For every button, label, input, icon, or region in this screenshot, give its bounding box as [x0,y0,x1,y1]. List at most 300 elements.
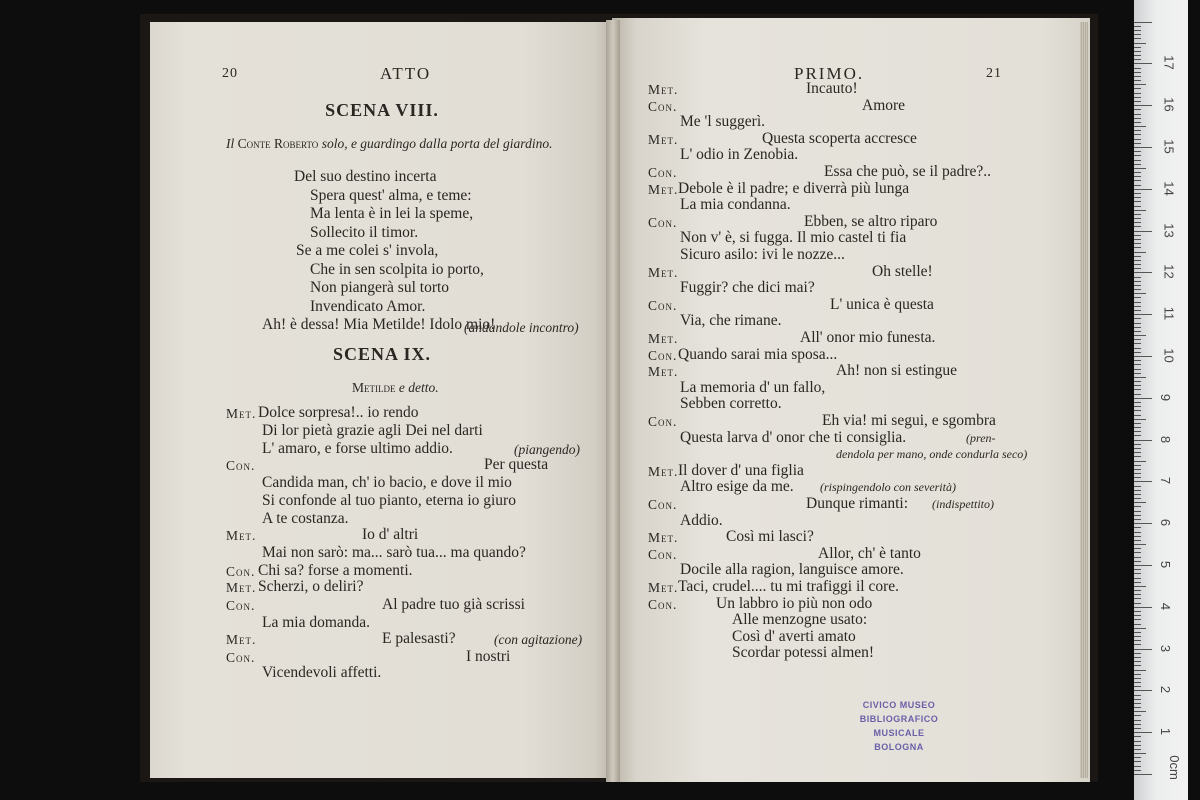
ruler-tick [1134,757,1141,758]
speaker-label: Met. [648,131,679,147]
ruler-tick [1134,448,1141,449]
ruler-tick [1134,720,1141,721]
ruler-tick [1134,369,1141,370]
ruler-tick [1134,264,1141,265]
dialogue-line: Per questa [484,456,549,473]
ruler-tick [1134,494,1141,495]
ruler-tick [1134,189,1152,190]
ruler-tick [1134,406,1141,407]
ruler-tick [1134,736,1141,737]
ruler-tick [1134,569,1141,570]
ruler-tick [1134,590,1141,591]
ruler-tick [1134,289,1141,290]
ruler-tick [1134,277,1141,278]
ruler-tick [1134,339,1141,340]
ruler-tick [1134,628,1146,629]
dialogue-line: L' amaro, e forse ultimo addio. [262,440,453,457]
ruler-tick [1134,678,1141,679]
ruler-tick [1134,297,1141,298]
ruler-tick [1134,665,1141,666]
ruler-tick [1134,256,1141,257]
dialogue-line: Altro esige da me. [680,478,794,496]
book-gutter [606,20,620,782]
ruler-tick [1134,122,1141,123]
ruler-tick [1134,695,1141,696]
ruler-tick [1134,423,1141,424]
ruler-tick [1134,653,1141,654]
speaker-label: Met. [648,82,679,97]
ruler-tick [1134,93,1141,94]
verse-line: Invendicato Amor. [310,297,426,315]
dialogue-line: Addio. [680,511,723,529]
ruler-tick [1134,586,1146,587]
ruler-tick [1134,356,1152,357]
speaker-label: Con. [648,546,678,562]
dialogue-line: Docile alla ragion, languisce amore. [680,561,904,579]
ruler-tick [1134,490,1141,491]
ruler-tick [1134,582,1141,583]
ruler-tick [1134,222,1141,223]
ruler-tick [1134,343,1141,344]
dialogue-line: Chi sa? forse a momenti. [258,562,413,579]
stage-direction: dendola per mano, onde condurla seco) [836,447,1028,462]
ruler-tick [1134,381,1141,382]
ruler-tick [1134,607,1152,608]
ruler-tick [1134,711,1146,712]
ruler-label: 10 [1161,348,1177,363]
ruler-tick [1134,310,1141,311]
ruler-tick [1134,770,1141,771]
ruler-tick [1134,523,1152,524]
dialogue-line: Vicendevoli affetti. [262,664,382,681]
ruler-tick [1134,88,1141,89]
verse-line: Del suo destino incerta [294,168,437,185]
ruler-tick [1134,594,1141,595]
page-number-right: 21 [986,66,1002,81]
ruler-tick [1134,197,1141,198]
verse-line: Se a me colei s' invola, [296,242,439,259]
speaker-label: Met. [648,580,679,595]
stage-direction: (piangendo) [514,442,580,457]
dialogue-line: Dolce sorpresa!.. io rendo [258,404,419,421]
ruler-tick [1134,335,1146,336]
dialogue-line: Io d' altri [362,526,419,543]
ruler-tick [1134,456,1141,457]
ruler-tick [1134,314,1152,315]
ruler-tick [1134,502,1146,503]
speaker-label: Con. [648,297,678,313]
ruler-tick [1134,498,1141,499]
ruler-label: 2 [1158,686,1174,694]
ruler-label: 16 [1161,97,1177,112]
ruler-tick [1134,657,1141,658]
dialogue-line: Così d' averti amato [732,627,856,645]
speaker-label: Con. [226,650,256,665]
ruler-tick [1134,435,1141,436]
stage-direction: (pren- [966,430,996,445]
verse-line: Ah! è dessa! Mia Metilde! Idolo mio! [262,316,496,333]
ruler-label: 15 [1161,139,1177,154]
ruler-tick [1134,84,1146,85]
ruler-tick [1134,26,1141,27]
ruler-tick [1134,114,1141,115]
dialogue-line: Scordar potessi almen! [732,644,875,662]
ruler-tick [1134,419,1146,420]
dialogue-line: Alle menzogne usato: [732,611,868,629]
dialogue-line: Un labbro io più non odo [716,594,873,612]
ruler-tick [1134,260,1141,261]
speaker-label: Met. [226,632,257,647]
ruler-tick [1134,670,1146,671]
ruler-tick [1134,172,1141,173]
ruler-tick [1134,481,1152,482]
ruler-tick [1134,461,1146,462]
dialogue-line: Taci, crudel.... tu mi trafiggi il core. [678,578,900,595]
dialogue-line: Dunque rimanti: [806,495,909,512]
ruler-tick [1134,80,1141,81]
dialogue-line: Incauto! [806,80,858,97]
ruler-tick [1134,38,1141,39]
ruler-tick [1134,118,1141,119]
dialogue-line: Me 'l suggerì. [680,113,766,131]
library-stamp [836,698,962,754]
ruler-tick [1134,715,1141,716]
ruler-tick [1134,239,1141,240]
speaker-label: Met. [226,580,257,595]
ruler-tick [1134,318,1141,319]
ruler-tick [1134,465,1141,466]
speaker-label: Con. [648,214,678,230]
speaker-label: Met. [226,406,257,421]
ruler-tick [1134,640,1141,641]
ruler-tick [1134,761,1141,762]
speaker-label: Met. [648,331,679,346]
ruler-tick [1134,402,1141,403]
dialogue-line: Scherzi, o deliri? [258,578,364,595]
dialogue-line: La memoria d' un fallo, [680,378,826,396]
ruler-tick [1134,624,1141,625]
dialogue-line: Il dover d' una figlia [678,461,804,479]
dialogue-line: Mai non sarò: ma... sarò tua... ma quando? [262,544,526,561]
ruler-tick [1134,331,1141,332]
ruler-tick [1134,619,1141,620]
ruler-tick [1134,661,1141,662]
ruler-tick [1134,389,1141,390]
ruler-tick [1134,164,1141,165]
ruler-tick [1134,548,1141,549]
speaker-label: Con. [648,497,678,512]
running-head-left: ATTO [380,64,432,83]
dialogue-line: Sebben corretto. [680,395,782,413]
dialogue-line: Così mi lasci? [726,528,814,546]
speaker-label: Met. [648,530,679,546]
ruler-tick [1134,515,1141,516]
running-head-right: PRIMO. [794,64,865,83]
ruler-tick [1134,30,1141,31]
stage-direction-aria: (andandole incontro) [464,320,579,335]
ruler-tick [1134,43,1146,44]
dialogue-line: Debole è il padre; e diverrà più lunga [678,179,910,197]
ruler-tick [1134,686,1141,687]
ruler-tick [1134,749,1141,750]
ruler-tick [1134,774,1152,775]
stage-direction-ix: Metilde e detto. [352,380,439,395]
speaker-label: Con. [648,414,678,429]
ruler-tick [1134,130,1141,131]
ruler-tick [1134,214,1141,215]
ruler-tick [1134,477,1141,478]
ruler-tick [1134,632,1141,633]
ruler-tick [1134,101,1141,102]
ruler-tick [1134,745,1141,746]
ruler-label: 1 [1158,728,1174,736]
ruler-tick [1134,506,1141,507]
ruler-tick [1134,565,1152,566]
dialogue-line: Si confonde al tuo pianto, eterna io giuro [262,492,516,509]
dialogue-line: Eh via! mi segui, e sgombra [822,412,996,429]
speaker-label: Con. [648,596,678,612]
ruler-tick [1134,444,1141,445]
ruler-tick [1134,385,1141,386]
ruler-tick [1134,377,1146,378]
ruler-tick [1134,180,1141,181]
ruler-tick [1134,147,1152,148]
speaker-label: Con. [226,564,256,579]
ruler-tick [1134,398,1152,399]
ruler-tick [1134,247,1141,248]
ruler-tick [1134,373,1141,374]
ruler-tick [1134,690,1152,691]
ruler-tick [1134,431,1141,432]
ruler-tick [1134,306,1141,307]
ruler-tick [1134,272,1152,273]
ruler-tick [1134,519,1141,520]
ruler-tick [1134,732,1152,733]
ruler-tick [1134,561,1141,562]
verse-line: Sollecito il timor. [310,223,419,241]
ruler-tick [1134,348,1141,349]
ruler-tick [1134,243,1141,244]
ruler-tick [1134,649,1152,650]
measuring-ruler [1134,0,1188,800]
ruler-tick [1134,105,1152,106]
ruler-tick [1134,394,1141,395]
ruler-tick [1134,636,1141,637]
ruler-tick [1134,59,1141,60]
dialogue-line: La mia domanda. [262,614,371,631]
dialogue-line: All' onor mio funesta. [800,329,936,346]
ruler-tick [1134,540,1141,541]
ruler-tick [1134,151,1141,152]
ruler-label: 0cm [1166,755,1182,780]
ruler-tick [1134,34,1141,35]
ruler-tick [1134,218,1141,219]
ruler-tick [1134,552,1141,553]
ruler-tick [1134,185,1141,186]
dialogue-line: Questa larva d' onor che ti consiglia. [680,428,907,446]
ruler-tick [1134,473,1141,474]
stage-direction-viii: Il Conte Roberto solo, e guardingo dalla porta del giardino. [226,136,553,151]
dialogue-line: A te costanza. [262,510,349,527]
ruler-tick [1134,611,1141,612]
speaker-label: Con. [648,165,678,180]
ruler-tick [1134,644,1141,645]
ruler-tick [1134,206,1141,207]
ruler-label: 9 [1158,393,1174,401]
ruler-tick [1134,210,1146,211]
ruler-tick [1134,231,1152,232]
dialogue-line: Essa che può, se il padre?.. [824,163,991,180]
dialogue-line: L' odio in Zenobia. [680,146,799,164]
ruler-label: 14 [1161,181,1177,196]
ruler-tick [1134,63,1152,64]
ruler-tick [1134,674,1141,675]
ruler-tick [1134,47,1141,48]
dialogue-line: Ah! non si estingue [836,362,957,380]
ruler-label: 3 [1158,644,1174,652]
ruler-tick [1134,285,1141,286]
dialogue-line: Amore [862,96,906,114]
dialogue-line: Quando sarai mia sposa... [678,345,838,363]
stage-direction: (rispingendolo con severità) [820,480,956,495]
ruler-label: 6 [1158,519,1174,527]
ruler-tick [1134,699,1141,700]
ruler-label: 7 [1158,477,1174,485]
ruler-tick [1134,160,1141,161]
ruler-tick [1134,134,1141,135]
ruler-tick [1134,268,1141,269]
stamp-line: BIBLIOGRAFICO MUSICALE [859,714,939,738]
ruler-tick [1134,176,1141,177]
ruler-tick [1134,707,1141,708]
ruler-tick [1134,486,1141,487]
dialogue-line: E palesasti? [382,630,456,647]
speaker-label: Met. [226,528,257,543]
ruler-tick [1134,415,1141,416]
ruler-tick [1134,323,1141,324]
ruler-tick [1134,327,1141,328]
dialogue-line: L' unica è questa [830,295,934,313]
ruler-tick [1134,155,1141,156]
ruler-tick [1134,410,1141,411]
ruler-tick [1134,55,1141,56]
speaker-label: Met. [648,181,679,197]
scene-title-ix: SCENA IX. [332,344,432,364]
dialogue-line: Via, che rimane. [680,312,782,330]
ruler-tick [1134,281,1141,282]
ruler-tick [1134,469,1141,470]
speaker-label: Con. [648,98,678,114]
ruler-tick [1134,143,1141,144]
ruler-tick [1134,544,1146,545]
dialogue-line: Questa scoperta accresce [762,129,917,147]
ruler-tick [1134,615,1141,616]
dialogue-line: Di lor pietà grazie agli Dei nel darti [262,422,483,439]
ruler-tick [1134,76,1141,77]
speaker-label: Con. [226,458,256,473]
stage-direction: (con agitazione) [494,632,583,647]
ruler-tick [1134,724,1141,725]
ruler-tick [1134,201,1141,202]
ruler-tick [1134,252,1146,253]
ruler-tick [1134,603,1141,604]
ruler-label: 5 [1158,560,1174,569]
ruler-tick [1134,766,1141,767]
page-number-left: 20 [222,66,238,81]
ruler-tick [1134,226,1141,227]
ruler-label: 13 [1161,222,1177,238]
scene-title-viii: SCENA VIII. [325,100,439,120]
ruler-tick [1134,682,1141,683]
ruler-tick [1134,293,1146,294]
ruler-tick [1134,51,1141,52]
dialogue-line: Candida man, ch' io bacio, e dove il mio [262,474,512,491]
ruler-tick [1134,360,1141,361]
ruler-tick [1134,578,1141,579]
stamp-line: CIVICO MUSEO [862,700,936,710]
stage-direction: (indispettito) [932,497,994,511]
ruler-label: 12 [1161,264,1177,280]
ruler-tick [1134,527,1141,528]
ruler-tick [1134,573,1141,574]
verse-line: Che in sen scolpita io porto, [310,260,484,278]
dialogue-line: Ebben, se altro riparo [804,212,938,230]
verse-line: Non piangerà sul torto [310,279,450,296]
speaker-label: Con. [648,347,678,363]
ruler-tick [1134,22,1152,23]
dialogue-line: Al padre tuo già scrissi [382,596,525,613]
ruler-tick [1134,452,1141,453]
dialogue-line: Oh stelle! [872,262,933,280]
ruler-tick [1134,557,1141,558]
ruler-tick [1134,352,1141,353]
ruler-tick [1134,728,1141,729]
verse-line: Ma lenta è in lei la speme, [310,205,474,222]
stamp-line: BOLOGNA [874,742,924,752]
ruler-tick [1134,109,1141,110]
ruler-tick [1134,302,1141,303]
ruler-tick [1134,532,1141,533]
ruler-tick [1134,440,1152,441]
dialogue-line: Fuggir? che dici mai? [680,279,815,297]
ruler-tick [1134,753,1146,754]
verse-line: Spera quest' alma, e teme: [310,186,472,204]
ruler-tick [1134,168,1146,169]
ruler-tick [1134,741,1141,742]
ruler-tick [1134,703,1141,704]
ruler-tick [1134,536,1141,537]
ruler-label: 11 [1161,306,1177,321]
ruler-label: 4 [1158,602,1174,610]
speaker-label: Met. [648,463,679,479]
dialogue-line: Sicuro asilo: ivi le nozze... [680,246,845,263]
dialogue-line: I nostri [466,648,511,665]
dialogue-line: Allor, ch' è tanto [818,544,921,562]
ruler-tick [1134,126,1146,127]
ruler-tick [1134,193,1141,194]
ruler-tick [1134,97,1141,98]
page-edges [1080,22,1088,778]
dialogue-line: Non v' è, si fugga. Il mio castel ti fia [680,229,907,247]
ruler-tick [1134,68,1141,69]
ruler-label: 8 [1158,435,1174,443]
dialogue-line: La mia condanna. [680,196,791,214]
ruler-tick [1134,72,1141,73]
ruler-tick [1134,598,1141,599]
speaker-label: Met. [648,364,679,380]
speaker-label: Met. [648,264,679,280]
ruler-tick [1134,427,1141,428]
